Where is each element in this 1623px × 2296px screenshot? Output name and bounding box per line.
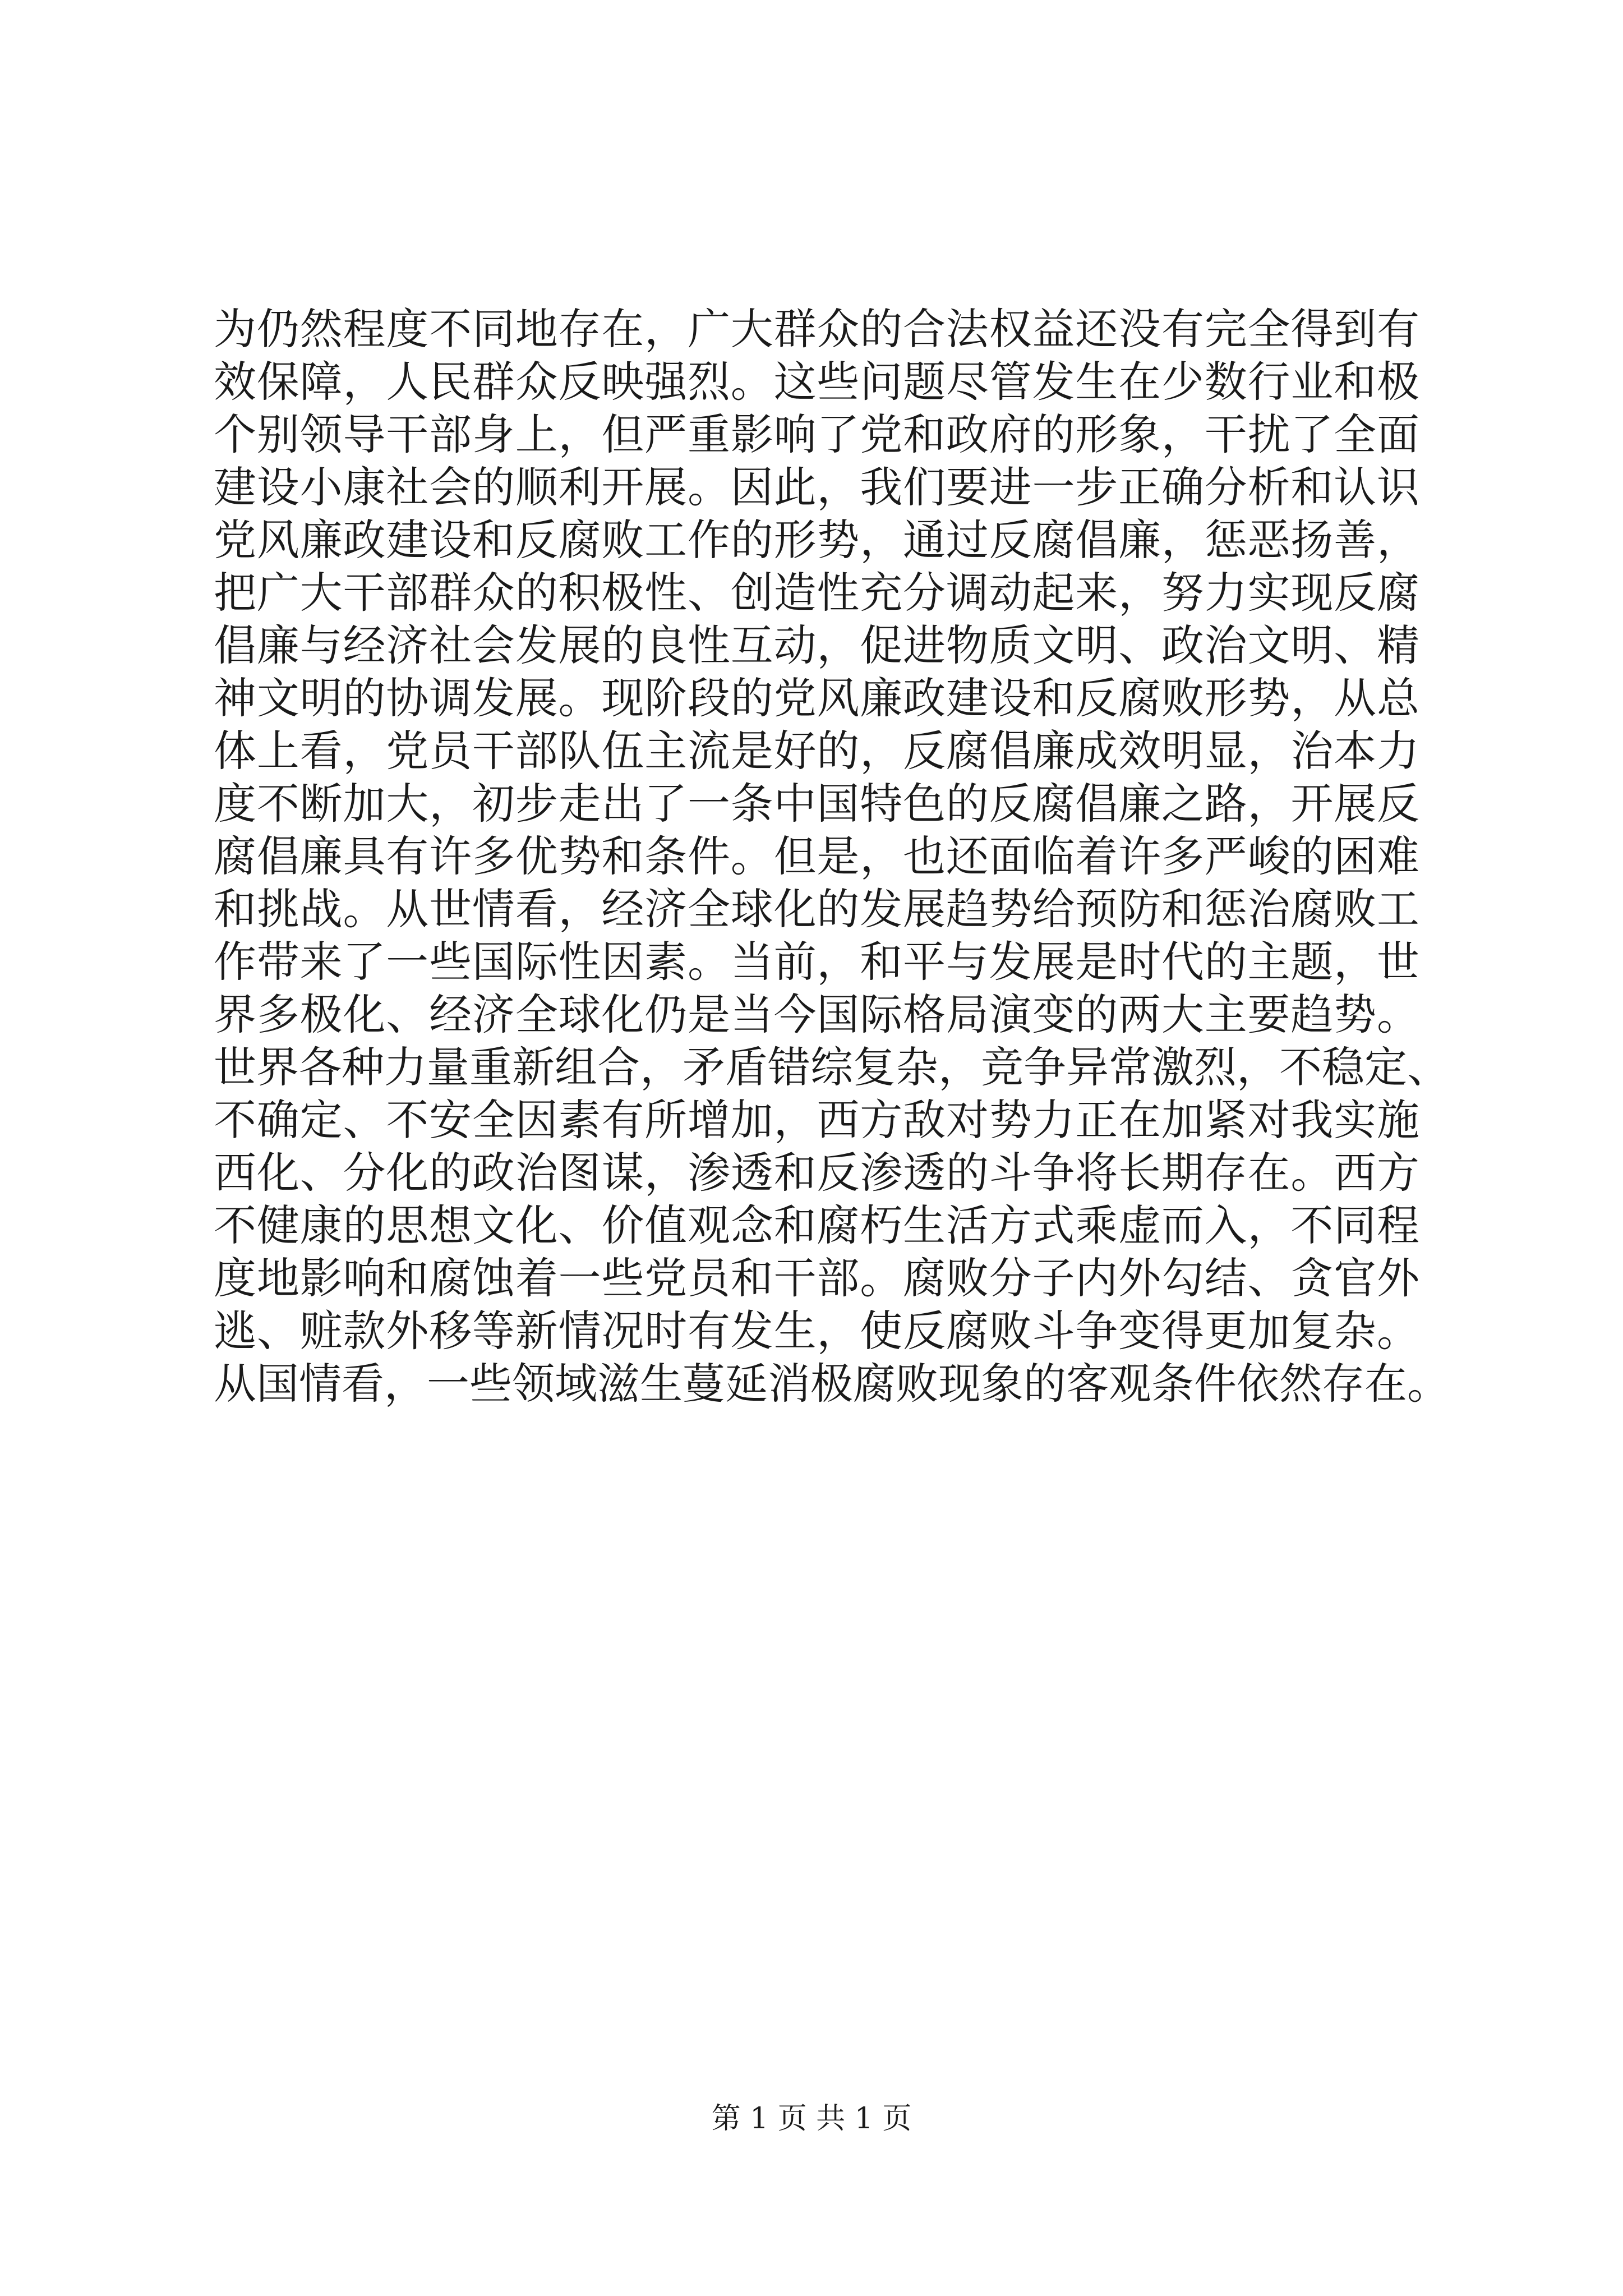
text-line: 度地影响和腐蚀着一些党员和干部。腐败分子内外勾结、贪官外 (214, 1253, 1419, 1303)
text-line: 为仍然程度不同地存在，广大群众的合法权益还没有完全得到有 (214, 304, 1419, 354)
text-line: 个别领导干部身上，但严重影响了党和政府的形象，干扰了全面 (214, 409, 1419, 459)
text-line: 度不断加大，初步走出了一条中国特色的反腐倡廉之路，开展反 (214, 779, 1419, 829)
text-line: 世界各种力量重新组合，矛盾错综复杂，竞争异常激烈，不稳定、 (214, 1042, 1450, 1092)
text-line: 不健康的思想文化、价值观念和腐朽生活方式乘虚而入，不同程 (214, 1200, 1419, 1250)
text-line: 西化、分化的政治图谋，渗透和反渗透的斗争将长期存在。西方 (214, 1148, 1419, 1198)
text-line: 党风廉政建设和反腐败工作的形势，通过反腐倡廉，惩恶扬善， (214, 515, 1419, 565)
text-line: 作带来了一些国际性因素。当前，和平与发展是时代的主题，世 (214, 937, 1419, 987)
text-line: 不确定、不安全因素有所增加，西方敌对势力正在加紧对我实施 (214, 1095, 1419, 1145)
body-paragraph (214, 303, 1450, 1410)
text-line: 逃、赃款外移等新情况时有发生，使反腐败斗争变得更加复杂。 (214, 1306, 1419, 1356)
text-line: 把广大干部群众的积极性、创造性充分调动起来，努力实现反腐 (214, 568, 1419, 618)
text-line: 体上看，党员干部队伍主流是好的，反腐倡廉成效明显，治本力 (214, 726, 1419, 776)
text-line: 从国情看，一些领域滋生蔓延消极腐败现象的客观条件依然存在。 (214, 1359, 1450, 1409)
text-line: 腐倡廉具有许多优势和条件。但是，也还面临着许多严峻的困难 (214, 831, 1419, 881)
text-line: 效保障，人民群众反映强烈。这些问题尽管发生在少数行业和极 (214, 357, 1419, 407)
text-line: 建设小康社会的顺利开展。因此，我们要进一步正确分析和认识 (214, 462, 1419, 512)
text-line: 和挑战。从世情看，经济全球化的发展趋势给预防和惩治腐败工 (214, 884, 1419, 934)
page-footer: 第 1 页 共 1 页 (711, 2102, 912, 2136)
text-line: 神文明的协调发展。现阶段的党风廉政建设和反腐败形势，从总 (214, 673, 1419, 723)
text-line: 界多极化、经济全球化仍是当今国际格局演变的两大主要趋势。 (214, 990, 1419, 1039)
text-line: 倡廉与经济社会发展的良性互动，促进物质文明、政治文明、精 (214, 620, 1419, 670)
